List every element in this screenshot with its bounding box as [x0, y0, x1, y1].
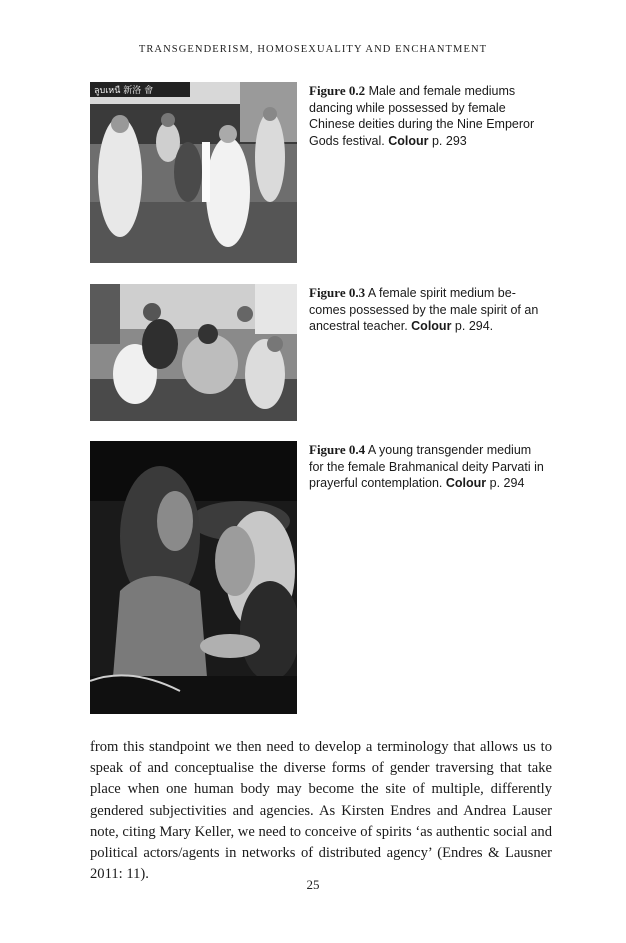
caption-line: Male and female mediums — [368, 84, 516, 98]
body-paragraph — [90, 737, 552, 885]
caption-line: dancing while possessed by female — [309, 100, 506, 115]
caption-line: for the female Brahmanical deity Parvati in — [309, 459, 544, 474]
colour-page: p. 294 — [489, 476, 525, 490]
figure-number: Figure 0.3 — [309, 285, 366, 300]
figure-0-3-caption — [309, 285, 559, 335]
figure-0-4-caption — [309, 442, 559, 492]
figure-0-3-photo — [90, 284, 297, 421]
caption-line: Chinese deities during the Nine Emperor — [309, 117, 535, 131]
caption-line: Gods festival. — [309, 133, 385, 148]
caption-line: comes possessed by the male spirit of an — [309, 302, 539, 317]
colour-page: p. 293 — [431, 133, 467, 148]
body-text: from this standpoint we then need to develop a terminology that allows us to speak of and conceptualise the diverse forms of gender traversing that take place when one human body may become the site of multiple, differently gendered subjectivities and agencies. As Kirsten Endres and Andrea Lauser note, citing Mary Keller, we need to conceive of spirits ‘as authentic social and political actors/agents in networks of distributed agency’ (Endres & Lausner 2011: 11). — [90, 739, 552, 883]
figure-0-2-photo — [90, 82, 297, 263]
figure-0-2-sign-text: ลูบเหนื 新洛 會 — [94, 86, 154, 96]
caption-line: A female spirit medium be- — [367, 286, 516, 300]
colour-page: p. 294. — [454, 319, 494, 333]
caption-line: ancestral teacher. — [309, 319, 408, 333]
colour-label: Colour — [388, 133, 429, 148]
running-head: TRANSGENDERISM, HOMOSEXUALITY AND ENCHANTMENT — [138, 44, 488, 55]
figure-0-2-caption — [309, 83, 559, 149]
caption-line: prayerful contemplation. — [309, 476, 443, 490]
page-number: 25 — [306, 877, 320, 892]
figure-number: Figure 0.4 — [309, 442, 366, 457]
colour-label: Colour — [411, 319, 452, 333]
figure-number: Figure 0.2 — [309, 83, 366, 98]
figure-0-4-photo — [90, 441, 297, 714]
caption-line: A young transgender medium — [367, 443, 532, 457]
colour-label: Colour — [445, 476, 487, 490]
